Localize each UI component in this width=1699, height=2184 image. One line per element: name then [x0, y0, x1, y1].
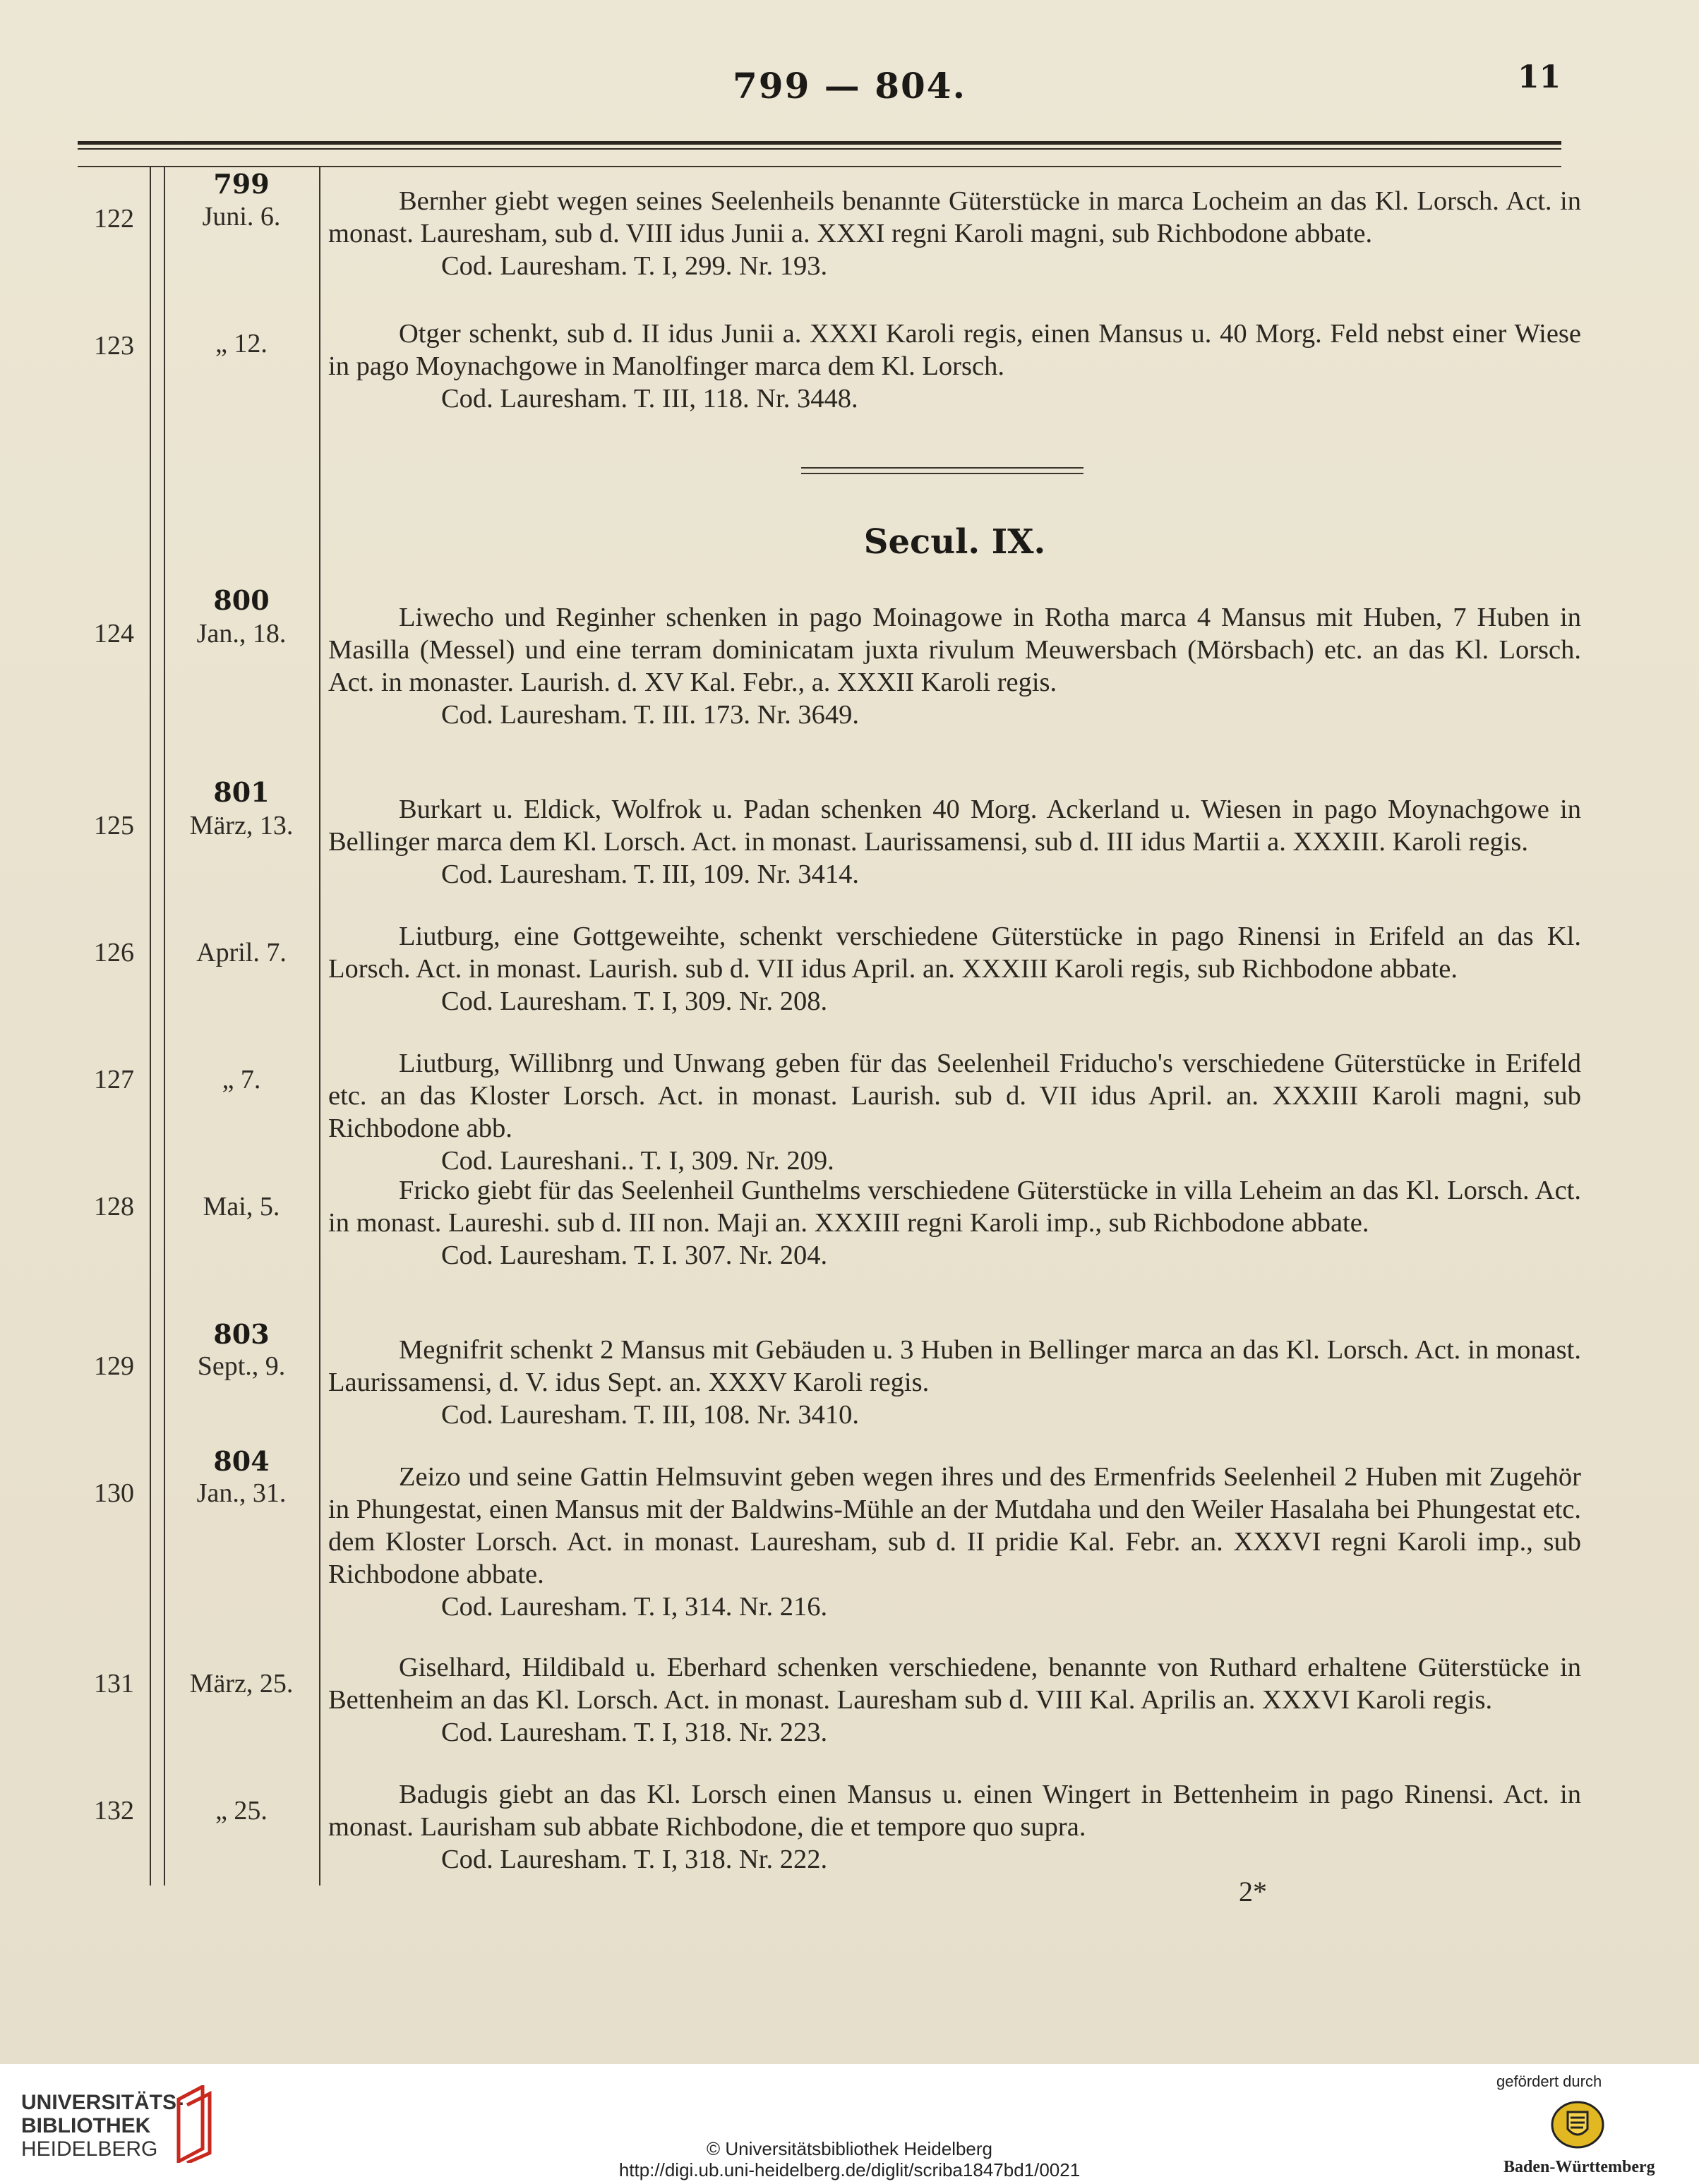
- column-divider-middle: [164, 167, 165, 1886]
- funded-by-label: gefördert durch: [1496, 2073, 1602, 2090]
- section-rule-bottom: [801, 473, 1083, 474]
- entry-text: Fricko giebt für das Seelenheil Gunthelms verschiedene Güterstücke in villa Leheim an das Kl. Lorsch. Act. in monast. Laureshi. sub d. III non. Maji an. XXXIII regni Karoli imp., sub Richbodone abbate.: [328, 1176, 1581, 1238]
- copyright-notice: © Universitätsbibliothek Heidelberg: [706, 2138, 993, 2159]
- library-name-line1: UNIVERSITÄTS-: [21, 2091, 184, 2114]
- entry-text: Burkart u. Eldick, Wolfrok u. Padan schenken 40 Morg. Ackerland u. Wiesen in pago Moynachgowe in Bellinger marca dem Kl. Lorsch. Act. in monast. Laurissamensi, sub d. III idus Martii a. XXXIII. Karoli regis.: [328, 795, 1581, 857]
- entry-body: [328, 920, 1581, 1018]
- entry-citation: Cod. Lauresham. T. I, 318. Nr. 222.: [441, 1845, 828, 1874]
- entry-date: „ 12.: [215, 329, 268, 358]
- entry-body: [328, 318, 1581, 415]
- entry-citation: Cod. Lauresham. T. III. 173. Nr. 3649.: [441, 700, 860, 730]
- entry-text: Bernher giebt wegen seines Seelenheils benannte Güterstücke in marca Locheim an das Kl. Lorsch. Act. in monast. Lauresham, sub d. VIII idus Junii a. XXXI regni Karoli magni, sub Richbodone abbate.: [328, 186, 1581, 248]
- table-top-rule: [78, 166, 1561, 167]
- header-rule-thick: [78, 141, 1561, 145]
- year-marker: 804: [213, 1445, 270, 1477]
- entry-date: April. 7.: [196, 938, 287, 967]
- entry-body: [328, 793, 1581, 891]
- entry-date: März, 25.: [189, 1669, 294, 1699]
- entry-text: Liutburg, eine Gottgeweihte, schenkt verschiedene Güterstücke in pago Rinensi in Erifeld an das Kl. Lorsch. Act. in monast. Laurish. sub d. VII idus April. an. XXXIII Karoli regis, sub Richbodone abbate.: [328, 922, 1581, 984]
- entry-body: [328, 1174, 1581, 1272]
- entry-text: Otger schenkt, sub d. II idus Junii a. XXXI Karoli regis, einen Mansus u. 40 Morg. Feld nebst einer Wiese in pago Moynachgowe in Manolfinger marca dem Kl. Lorsch.: [328, 319, 1581, 381]
- section-rule-top: [801, 467, 1083, 469]
- entry-citation: Cod. Lauresham. T. I, 309. Nr. 208.: [441, 987, 828, 1016]
- entry-citation: Cod. Lauresham. T. III, 109. Nr. 3414.: [441, 859, 860, 889]
- entry-number: 131: [94, 1669, 134, 1699]
- entry-citation: Cod. Lauresham. T. III, 108. Nr. 3410.: [441, 1400, 860, 1430]
- entry-date: Juni. 6.: [202, 202, 281, 231]
- library-name-line3: HEIDELBERG: [21, 2137, 158, 2161]
- entry-number: 128: [94, 1192, 134, 1221]
- entry-body: [328, 1047, 1581, 1177]
- year-marker: 801: [213, 776, 270, 808]
- entry-text: Giselhard, Hildibald u. Eberhard schenken verschiedene, benannte von Ruthard erhaltene Güterstücke in Bettenheim an das Kl. Lorsch. Act. in monast. Lauresham sub d. VIII Kal. Aprilis an. XXXVI Karoli regis.: [328, 1653, 1581, 1715]
- entry-date: Mai, 5.: [203, 1192, 280, 1221]
- entry-date: „ 7.: [222, 1065, 261, 1094]
- entry-number: 130: [94, 1478, 134, 1508]
- year-marker: 803: [213, 1318, 270, 1350]
- entry-citation: Cod. Lauresham. T. III, 118. Nr. 3448.: [441, 384, 858, 414]
- permalink-url[interactable]: http://digi.ub.uni-heidelberg.de/diglit/scriba1847bd1/0021: [618, 2159, 1081, 2180]
- page-header-title: 799 — 804.: [733, 65, 966, 107]
- entry-body: [328, 601, 1581, 731]
- entry-citation: Cod. Lauresham. T. I, 318. Nr. 223.: [441, 1718, 828, 1747]
- entry-date: Jan., 31.: [196, 1478, 287, 1508]
- entry-number: 124: [94, 619, 134, 648]
- entry-number: 129: [94, 1351, 134, 1381]
- header-rule-thin: [78, 148, 1561, 150]
- entry-number: 122: [94, 204, 134, 234]
- entry-citation: Cod. Lauresham. T. I, 314. Nr. 216.: [441, 1592, 828, 1622]
- year-marker: 800: [213, 584, 270, 616]
- entry-number: 126: [94, 938, 134, 967]
- column-divider-left: [150, 167, 151, 1886]
- entry-number: 123: [94, 331, 134, 361]
- section-title: Secul. IX.: [863, 522, 1046, 562]
- entry-body: [328, 1651, 1581, 1749]
- entry-body: [328, 1461, 1581, 1623]
- entry-citation: Cod. Lauresham. T. I. 307. Nr. 204.: [441, 1241, 828, 1270]
- entry-number: 127: [94, 1065, 134, 1094]
- entry-citation: Cod. Lauresham. T. I, 299. Nr. 193.: [441, 251, 828, 281]
- column-divider-right: [319, 167, 320, 1886]
- entry-citation: Cod. Laureshani.. T. I, 309. Nr. 209.: [441, 1146, 834, 1176]
- signature-mark: 2*: [1239, 1876, 1267, 1907]
- entry-text: Liutburg, Willibnrg und Unwang geben für das Seelenheil Friducho's verschiedene Güterstücke in Erifeld etc. an das Kloster Lorsch. Act. in monast. Laurish. sub d. VII idus April. an. XXXIII Karoli magni, sub Richbodone abb.: [328, 1049, 1581, 1143]
- entry-number: 125: [94, 811, 134, 840]
- funder-name: Baden-Württemberg: [1503, 2158, 1655, 2176]
- year-marker: 799: [213, 168, 270, 200]
- entry-text: Liwecho und Reginher schenken in pago Moinagowe in Rotha marca 4 Mansus mit Huben, 7 Huben in Masilla (Messel) und eine terram dominicatam juxta rivulum Meuwersbach (Mörsbach) etc. an das Kl. Lorsch. Act. in monaster. Laurish. d. XV Kal. Febr., a. XXXII Karoli regis.: [328, 603, 1581, 697]
- baden-wuerttemberg-emblem-icon: [1549, 2096, 1606, 2153]
- entry-body: [328, 1778, 1581, 1876]
- entry-date: März, 13.: [189, 811, 294, 840]
- entry-text: Zeizo und seine Gattin Helmsuvint geben wegen ihres und des Ermenfrids Seelenheil 2 Huben mit Zugehör in Phungestat, einen Mansus mit der Baldwins-Mühle an der Mutdaha und den Weiler Hasalaha bei Phungestat etc. dem Kloster Lorsch. Act. in monast. Lauresham, sub d. II pridie Kal. Febr. an. XXXVI regni Karoli imp., sub Richbodone abbate.: [328, 1462, 1581, 1589]
- footer-bar: [0, 2064, 1699, 2184]
- entry-body: [328, 185, 1581, 282]
- entry-date: „ 25.: [215, 1796, 268, 1826]
- entry-number: 132: [94, 1796, 134, 1826]
- page-number: 11: [1518, 59, 1561, 95]
- library-name-line2: BIBLIOTHEK: [21, 2114, 151, 2137]
- entry-text: Badugis giebt an das Kl. Lorsch einen Mansus u. einen Wingert in Bettenheim in pago Rinensi. Act. in monast. Laurisham sub abbate Richbodone, die et tempore quo supra.: [328, 1780, 1581, 1842]
- entry-text: Megnifrit schenkt 2 Mansus mit Gebäuden u. 3 Huben in Bellinger marca an das Kl. Lorsch. Act. in monast. Laurissamensi, d. V. idus Sept. an. XXXV Karoli regis.: [328, 1335, 1581, 1397]
- entry-date: Sept., 9.: [197, 1351, 286, 1381]
- entry-body: [328, 1334, 1581, 1431]
- entry-date: Jan., 18.: [196, 619, 287, 648]
